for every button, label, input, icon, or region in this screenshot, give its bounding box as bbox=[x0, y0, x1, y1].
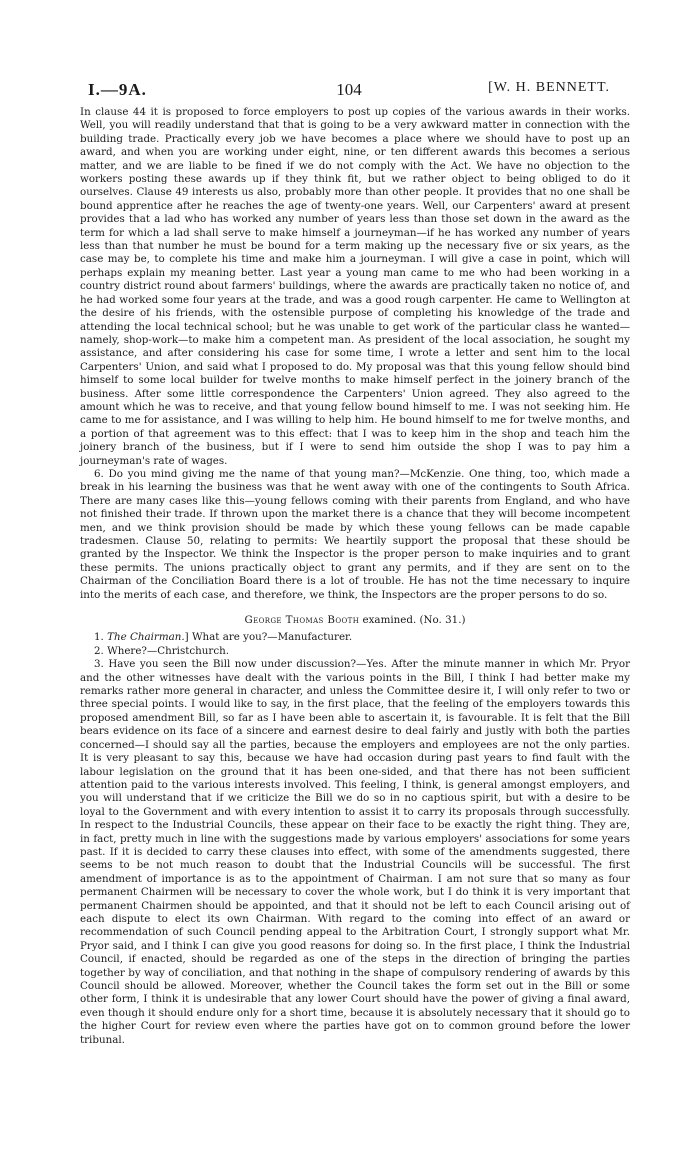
witness-reference: [W. H. BENNETT. bbox=[488, 80, 610, 95]
question-text: Have you seen the Bill now under discussion?—Yes. After the minute manner in which Mr. Pryor and the other witnesses have dealt with the various points in the Bill, I think I had better make my remarks rather more general in character, and unless the Committee desire it, I will only refer to two or three special points. I would like to say, in the first place, that the feeling of the employers towards this proposed amendment Bill, so far as I have been able to ascertain it, is favourable. It is felt that the Bill bears evidence on its face of a sincere and earnest desire to deal fairly and justly with both the parties concerned—I should say all the parties, because the employers and employees are not the only parties. It is very pleasant to say this, because we have had occasion during past years to find fault with the labour legislation on the ground that it has been one-sided, and that there has not been sufficient attention paid to the various interests involved. This feeling, I think, is general amongst employers, and you will understand that if we criticize the Bill we do so in no captious spirit, but with a desire to be loyal to the Government and with every intention to assist it to carry its proposals through successfully. In respect to the Industrial Councils, these appear on their face to be exactly the right thing. They are, in fact, pretty much in line with the suggestions made by various employers' associations for some years past. If it is decided to carry these clauses into effect, with some of the amendments suggested, there seems to be not much reason to doubt that the Industrial Councils will be successful. The first amendment of importance is as to the appointment of Chairman. I am not sure that so many as four permanent Chairmen will be necessary to cover the whole work, but I do think it is very important that permanent Chairmen should be appointed, and that it should not be left to each Council arising out of each dispute to elect its own Chairman. With regard to the coming into effect of an award or recommendation of such Council pending appeal to the Arbitration Court, I strongly support what Mr. Pryor said, and I think I can give you good reasons for doing so. In the first place, I think the Industrial Council, if enacted, should be regarded as one of the steps in the direction of bringing the parties together by way of conciliation, and that nothing in the shape of compulsory rendering of awards by this Council should be allowed. Moreover, whether the Council takes the form set out in the Bill or some other form, I think it is undesirable that any lower Court should have the power of giving a final award, even though it should endure only for a short time, because it is absolutely necessary that it should go to the higher Court for review even where the parties have got on to common ground before the lower tribunal. bbox=[80, 658, 630, 1046]
question-number: 1. bbox=[94, 631, 104, 644]
paper-reference: I.—9A. bbox=[88, 80, 147, 99]
question-number: 3. bbox=[94, 658, 104, 671]
section-heading bbox=[80, 614, 630, 627]
page-number: 104 bbox=[336, 80, 362, 99]
paragraph: 6. Do you mind giving me the name of that young man?—McKenzie. One thing, too, which made a break in his learning the business was that he went away with one of the contingents to South Africa. There are many cases like this—young fellows coming with their parents from England, and who have not finished their trade. If thrown upon the market there is a chance that they will become incompetent men, and we think provision should be made by which these young fellows can be made capable tradesmen. Clause 50, relating to permits: We heartily support the proposal that these should be granted by the Inspector. We think the Inspector is the proper person to make inquiries and to grant these permits. The unions practically object to grant any permits, and if they are sent on to the Chairman of the Conciliation Board there is a lot of trouble. He has not the time necessary to inquire into the merits of each case, and therefore, we think, the Inspectors are the proper persons to do so. bbox=[80, 467, 630, 601]
question-3 bbox=[80, 658, 630, 1047]
page-header bbox=[88, 80, 610, 106]
question-text: ] What are you?—Manufacturer. bbox=[184, 631, 353, 644]
question-1 bbox=[80, 631, 630, 644]
question-2 bbox=[80, 645, 630, 658]
speaker: The Chairman. bbox=[107, 631, 185, 644]
document-body bbox=[80, 106, 630, 1047]
paragraph: In clause 44 it is proposed to force employers to post up copies of the various awards in their works. Well, you will readily understand that that is going to be a very awkward matter in connection with the building trade. Practically every job we have becomes a place where we should have to post up an award, and when you are working under eight, nine, or ten different awards this becomes a serious matter, and we are liable to be fined if we do not comply with the Act. We have no objection to the workers posting these awards up if they think fit, but we rather object to being obliged to do it ourselves. Clause 49 interests us also, probably more than other people. It provides that no one shall be bound apprentice after he reaches the age of twenty-one years. Well, our Carpenters' award at present provides that a lad who has worked any number of years less than those set down in the award as the term for which a lad shall serve to make himself a journeyman—if he has worked any number of years less than that number he must be bound for a term making up the necessary five or six years, as the case may be, to complete his time and make him a journeyman. I will give a case in point, which will perhaps explain my meaning better. Last year a young man came to me who had been working in a country district round about farmers' buildings, where the awards are practically taken no notice of, and he had worked some four years at the trade, and was a good rough carpenter. He came to Wellington at the desire of his friends, with the ostensible purpose of completing his knowledge of the trade and attending the local technical school; but he was unable to get work of the particular class he wanted—namely, shop-work—to make him a competent man. As president of the local association, he sought my assistance, and after considering his case for some time, I wrote a letter and sent him to the local Carpenters' Union, and said what I proposed to do. My proposal was that this young fellow should bind himself to some local builder for twelve months to make himself perfect in the joinery branch of the business. After some little correspondence the Carpenters' Union agreed. They also agreed to the amount which he was to receive, and that young fellow bound himself to me. I was not seeking him. He came to me for assistance, and I was willing to help him. He bound himself to me for twelve months, and a portion of that agreement was to this effect: that I was to keep him in the shop and teach him the joinery branch of the business, but if I were to send him outside the shop I was to pay him a journeyman's rate of wages. bbox=[80, 106, 630, 467]
witness-name: George Thomas Booth bbox=[244, 614, 360, 627]
witness-number: (No. 31.) bbox=[419, 614, 466, 627]
question-text: Where?—Christchurch. bbox=[107, 644, 230, 657]
examined-label: examined. bbox=[362, 614, 417, 627]
question-number: 2. bbox=[94, 644, 104, 657]
